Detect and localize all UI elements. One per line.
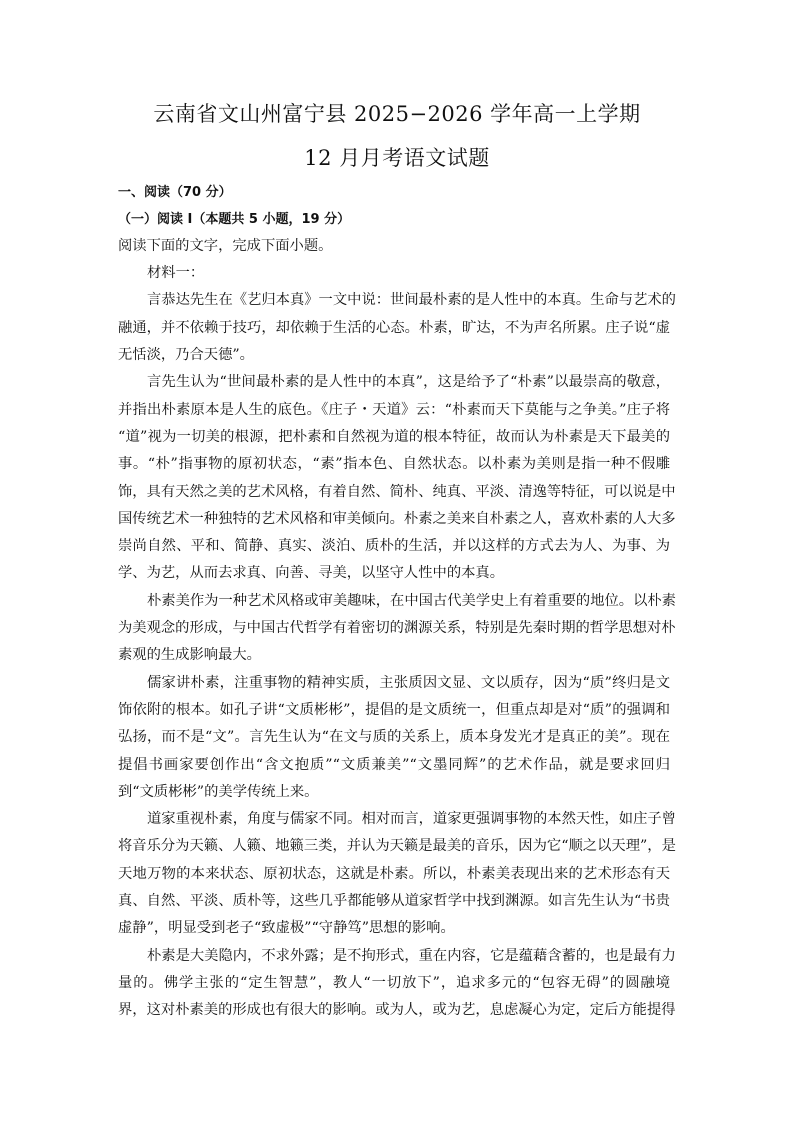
paragraph-line: 学、为艺，从而去求真、向善、寻美，以坚守人性中的本真。 [118, 565, 505, 581]
paragraph-line: “道”视为一切美的根源，把朴素和自然视为道的根本特征，故而认为朴素是天下最美的 [118, 429, 670, 445]
paragraph-line: 儒家讲朴素，注重事物的精神实质，主张质因文显、文以质存，因为“质”终归是文 [147, 675, 670, 691]
paragraph-line: 朴素美作为一种艺术风格或审美趣味，在中国古代美学史上有着重要的地位。以朴素 [147, 593, 676, 609]
paragraph-line: 言恭达先生在《艺归本真》一文中说：世间最朴素的是人性中的本真。生命与艺术的 [147, 292, 676, 308]
section-heading-reading: 一、阅读（70 分） [118, 185, 232, 200]
exam-subtitle: 12 月月考语文试题 [304, 146, 490, 170]
paragraph-line: 无恬淡，乃合天德”。 [118, 347, 254, 363]
paragraph-line: 并指出朴素原本是人生的底色。《庄子・天道》云：“朴素而天下莫能与之争美。”庄子将 [118, 402, 670, 418]
material-label: 材料一： [147, 265, 205, 281]
paragraph-line: 虚静”，明显受到老子“致虚极”“守静笃”思想的影响。 [118, 920, 455, 936]
exam-title: 云南省文山州富宁县 2025−2026 学年高一上学期 [153, 102, 641, 126]
paragraph-line: 真、自然、平淡、质朴等，这些几乎都能够从道家哲学中找到渊源。如言先生认为“书贵 [118, 893, 670, 909]
paragraph-line: 国传统艺术一种独特的艺术风格和审美倾向。朴素之美来自朴素之人，喜欢朴素的人大多 [118, 511, 676, 527]
paragraph-line: 融通，并不依赖于技巧，却依赖于生活的心态。朴素，旷达，不为声名所累。庄子说“虚 [118, 320, 670, 336]
paragraph-line: 素观的生成影响最大。 [118, 647, 261, 663]
paragraph-line: 界，这对朴素美的形成也有很大的影响。或为人，或为艺，息虑凝心为定，定后方能提得 [118, 1002, 676, 1018]
instruction-text: 阅读下面的文字，完成下面小题。 [118, 238, 333, 254]
paragraph-line: 崇尚自然、平和、简静、真实、淡泊、质朴的生活，并以这样的方式去为人、为事、为 [118, 538, 670, 554]
paragraph-line: 提倡书画家要创作出“含文抱质”“文质兼美”“文墨同辉”的艺术作品，就是要求回归 [118, 757, 670, 773]
paragraph-line: 弘扬，而不是“文”。言先生认为“在文与质的关系上，质本身发光才是真正的美”。现在 [118, 729, 670, 745]
paragraph-line: 将音乐分为天籁、人籁、地籁三类，并认为天籁是最美的音乐，因为它“顺之以天理”，是 [118, 838, 676, 854]
paragraph-line: 道家重视朴素，角度与儒家不同。相对而言，道家更强调事物的本然天性，如庄子曾 [147, 811, 676, 827]
paragraph-line: 言先生认为“世间最朴素的是人性中的本真”，这是给予了“朴素”以最崇高的敬意， [147, 374, 670, 390]
paragraph-line: 事。“朴”指事物的原初状态，“素”指本色、自然状态。以朴素为美则是指一种不假雕 [118, 456, 670, 472]
subsection-heading-reading-1: （一）阅读 I（本题共 5 小题，19 分） [118, 212, 351, 227]
paragraph-line: 量的。佛学主张的“定生智慧”，教人“一切放下”，追求多元的“包容无碍”的圆融境 [118, 975, 670, 991]
paragraph-line: 为美观念的形成，与中国古代哲学有着密切的渊源关系，特别是先秦时期的哲学思想对朴 [118, 620, 676, 636]
paragraph-line: 天地万物的本来状态、原初状态，这就是朴素。所以，朴素美表现出来的艺术形态有天 [118, 866, 670, 882]
paragraph-line: 到“文质彬彬”的美学传统上来。 [118, 784, 319, 800]
paragraph-line: 饰依附的根本。如孔子讲“文质彬彬”，提倡的是文质统一，但重点却是对“质”的强调和 [118, 702, 670, 718]
paragraph-line: 朴素是大美隐内，不求外露；是不拘形式，重在内容，它是蕴藉含蓄的，也是最有力 [147, 948, 676, 964]
paragraph-line: 饰，具有天然之美的艺术风格，有着自然、简朴、纯真、平淡、清逸等特征，可以说是中 [118, 484, 676, 500]
